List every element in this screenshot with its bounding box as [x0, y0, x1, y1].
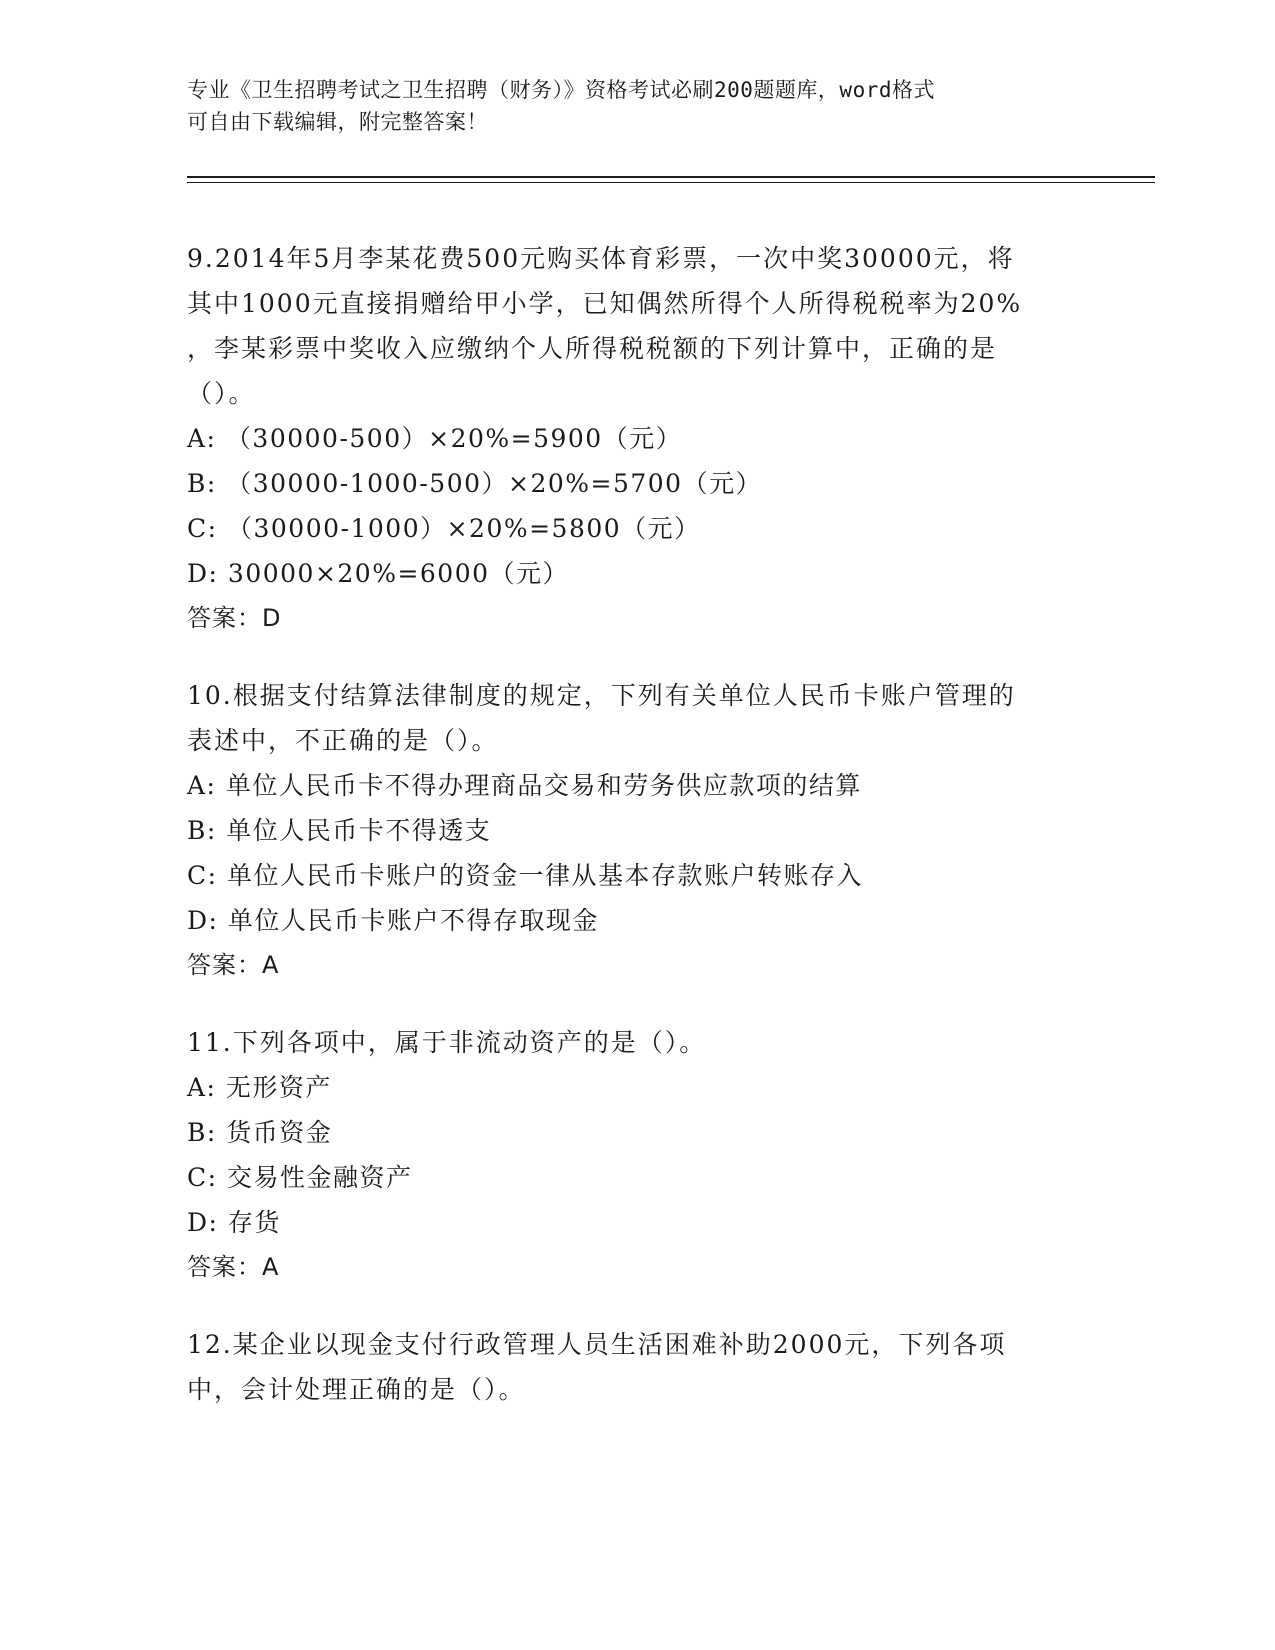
- header-rule-thin: [187, 182, 1155, 183]
- question-stem: [187, 673, 1067, 763]
- option-a: A: 无形资产: [187, 1073, 332, 1102]
- question-10: [187, 673, 1067, 988]
- option-d: D: 存货: [187, 1208, 281, 1237]
- option-b: B: 货币资金: [187, 1118, 333, 1147]
- question-11: [187, 1020, 1067, 1290]
- option-c: C: 交易性金融资产: [187, 1163, 413, 1192]
- option-b: B: 单位人民币卡不得透支: [187, 816, 492, 845]
- stem-line: ，李某彩票中奖收入应缴纳个人所得税税额的下列计算中，正确的是: [187, 334, 998, 363]
- answer: 答案：A: [187, 951, 280, 979]
- stem-line: 表述中，不正确的是（）。: [187, 726, 499, 755]
- answer: 答案：A: [187, 1253, 280, 1281]
- question-list: [187, 236, 1067, 1444]
- stem-line: （）。: [187, 379, 256, 408]
- question-9: [187, 236, 1067, 641]
- stem-line: 12.某企业以现金支付行政管理人员生活困难补助2000元，下列各项: [187, 1330, 1007, 1359]
- option-c: C: 单位人民币卡账户的资金一律从基本存款账户转账存入: [187, 861, 864, 890]
- stem-line: 11.下列各项中，属于非流动资产的是（）。: [187, 1028, 707, 1057]
- option-a: A: 单位人民币卡不得办理商品交易和劳务供应款项的结算: [187, 771, 862, 800]
- option-d: D: 30000×20%=6000（元）: [187, 559, 570, 588]
- header-line-1: 专业《卫生招聘考试之卫生招聘（财务）》资格考试必刷200题题库，word格式: [187, 78, 935, 102]
- document-header: [187, 74, 1067, 138]
- stem-line: 其中1000元直接捐赠给甲小学，已知偶然所得个人所得税税率为20%: [187, 289, 1023, 318]
- stem-line: 中，会计处理正确的是（）。: [187, 1375, 526, 1404]
- stem-line: 10.根据支付结算法律制度的规定，下列有关单位人民币卡账户管理的: [187, 681, 1016, 710]
- question-stem: [187, 236, 1067, 416]
- option-a: A: （30000-500）×20%=5900（元）: [187, 424, 683, 453]
- answer: 答案：D: [187, 604, 282, 632]
- option-c: C: （30000-1000）×20%=5800（元）: [187, 514, 701, 543]
- option-d: D: 单位人民币卡账户不得存取现金: [187, 906, 599, 935]
- header-line-2: 可自由下载编辑，附完整答案！: [187, 110, 488, 134]
- option-b: B: （30000-1000-500）×20%=5700（元）: [187, 469, 763, 498]
- question-stem: [187, 1322, 1067, 1412]
- stem-line: 9.2014年5月李某花费500元购买体育彩票，一次中奖30000元，将: [187, 244, 1015, 273]
- question-12: [187, 1322, 1067, 1412]
- question-stem: [187, 1020, 1067, 1065]
- header-rule-thick: [187, 176, 1155, 178]
